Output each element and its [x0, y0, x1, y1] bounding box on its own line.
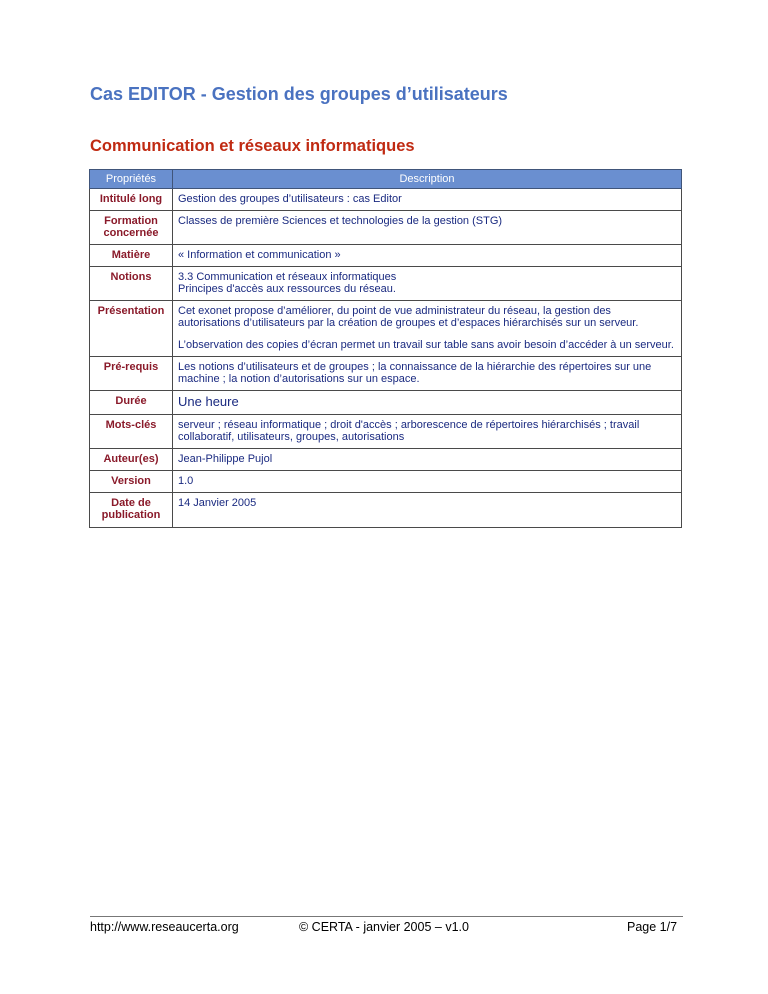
row-label: Durée — [90, 391, 173, 415]
header-description: Description — [173, 170, 682, 189]
row-label-text: Formation concernée — [103, 215, 159, 239]
footer-divider — [90, 916, 683, 917]
row-description — [173, 391, 682, 415]
document-subtitle: Communication et réseaux informatiques — [90, 137, 415, 155]
description-text: Classes de première Sciences et technologies de la gestion (STG) — [178, 215, 503, 227]
row-label: Auteur(es) — [90, 449, 173, 471]
row-description — [173, 471, 682, 493]
row-description — [173, 211, 682, 245]
row-description — [173, 301, 682, 357]
row-label: Notions — [90, 267, 173, 301]
table-row — [90, 189, 682, 211]
table-row — [90, 471, 682, 493]
table-row — [90, 415, 682, 449]
description-text: Les notions d’utilisateurs et de groupes ; la connaissance de la hiérarchie des répertoires sur une machine ; la notion d’autorisations sur un espace. — [178, 361, 652, 385]
row-description — [173, 449, 682, 471]
row-label: Version — [90, 471, 173, 493]
row-description — [173, 357, 682, 391]
description-text: L’observation des copies d’écran permet un travail sur table sans avoir besoin d’accéder à un serveur. — [178, 339, 674, 351]
table-row — [90, 211, 682, 245]
table-row — [90, 449, 682, 471]
footer-page-number: Page 1/7 — [627, 920, 678, 934]
footer-copyright: © CERTA - janvier 2005 – v1.0 — [299, 920, 469, 934]
row-description — [173, 267, 682, 301]
table-row — [90, 267, 682, 301]
table-row — [90, 357, 682, 391]
description-text: Une heure — [178, 394, 239, 409]
description-text: Gestion des groupes d’utilisateurs : cas Editor — [178, 193, 402, 205]
row-label: Mots-clés — [90, 415, 173, 449]
table-row — [90, 493, 682, 528]
description-text: 1.0 — [178, 475, 194, 487]
document-title: Cas EDITOR - Gestion des groupes d’utilisateurs — [90, 84, 508, 104]
footer-url-link[interactable]: http://www.reseaucerta.org — [90, 920, 239, 934]
row-label — [90, 211, 173, 245]
description-text: serveur ; réseau informatique ; droit d'accès ; arborescence de répertoires hiérarchisés ; travail collaboratif, utilisateurs, groupes, autorisations — [178, 419, 640, 443]
row-description — [173, 245, 682, 267]
row-label: Matière — [90, 245, 173, 267]
row-label: Date de publication — [90, 493, 173, 528]
description-text: Cet exonet propose d’améliorer, du point de vue administrateur du réseau, la gestion des autorisations d’utilisateurs par la création de groupes et d’espaces hiérarchisés sur un serveur. — [178, 305, 639, 329]
row-label: Pré-requis — [90, 357, 173, 391]
table-header-row — [90, 170, 682, 189]
description-text: 3.3 Communication et réseaux informatiques Principes d'accès aux ressources du réseau. — [178, 271, 397, 295]
description-text: 14 Janvier 2005 — [178, 497, 257, 509]
row-label: Présentation — [90, 301, 173, 357]
description-text: Jean-Philippe Pujol — [178, 453, 273, 465]
table-row — [90, 391, 682, 415]
table-row — [90, 301, 682, 357]
row-description — [173, 415, 682, 449]
table-row — [90, 245, 682, 267]
description-text: « Information et communication » — [178, 249, 341, 261]
row-label: Intitulé long — [90, 189, 173, 211]
row-description — [173, 189, 682, 211]
header-properties: Propriétés — [90, 170, 173, 189]
row-description — [173, 493, 682, 528]
properties-table — [89, 169, 682, 528]
